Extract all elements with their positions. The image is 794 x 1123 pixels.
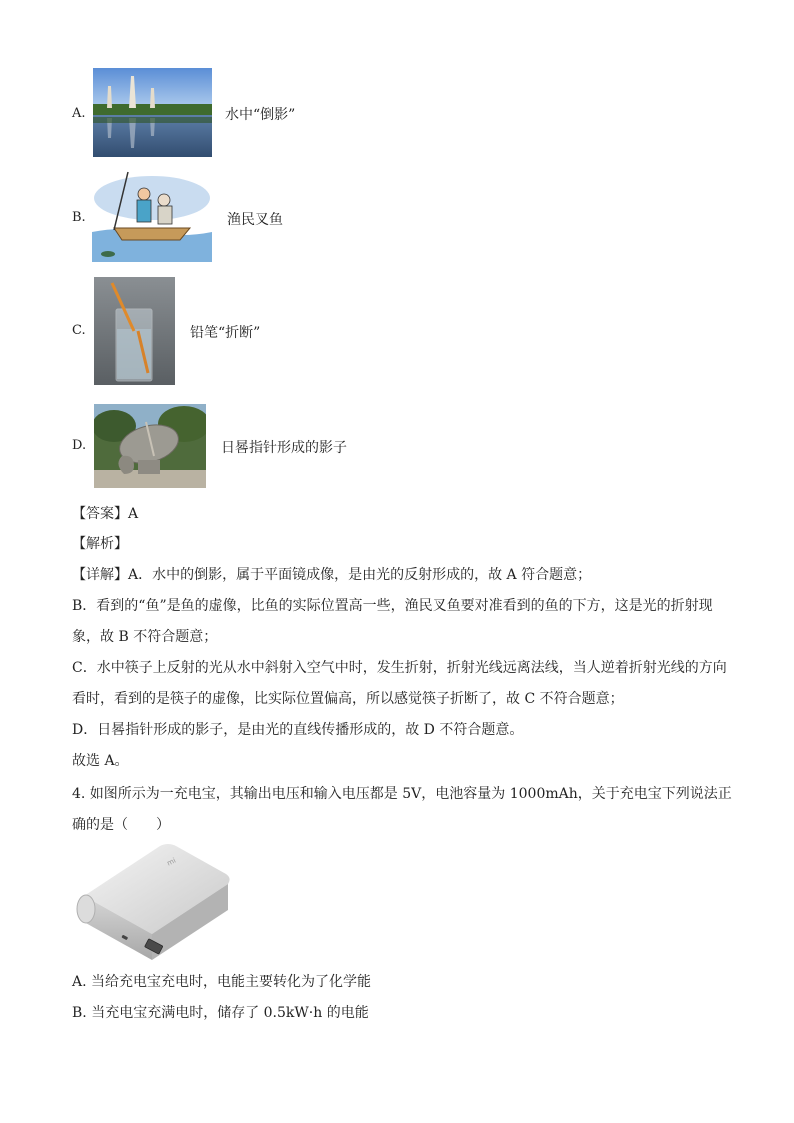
option-d-letter: D. — [72, 438, 87, 453]
explanation-line: 看时，看到的是筷子的虚像，比实际位置偏高，所以感觉筷子折断了，故 C 不符合题意； — [72, 691, 624, 707]
option-b-letter: B. — [72, 210, 86, 225]
brand-logo: mi — [165, 856, 178, 868]
option-a-caption: 水中“倒影” — [225, 107, 296, 123]
analysis-label: 【解析】 — [72, 536, 128, 552]
power-bank-image — [72, 840, 234, 962]
explanation-line: D．日晷指针形成的影子，是由光的直线传播形成的，故 D 不符合题意。 — [72, 722, 524, 738]
explanation-line: 【详解】A．水中的倒影，属于平面镜成像，是由光的反射形成的，故 A 符合题意； — [72, 567, 592, 583]
option-a-letter: A. — [72, 106, 86, 121]
option-c-caption: 铅笔“折断” — [190, 325, 261, 341]
reflection-pagoda-image — [93, 68, 212, 157]
option-c-letter: C. — [72, 323, 86, 338]
explanation-line: C．水中筷子上反射的光从水中斜射入空气中时，发生折射，折射光线远离法线，当人逆着折射光线的方向 — [72, 660, 727, 676]
question-4-choice-a: A. 当给充电宝充电时，电能主要转化为了化学能 — [72, 974, 372, 990]
pencil-glass-image — [94, 277, 175, 385]
question-4-stem: 4. 如图所示为一充电宝，其输出电压和输入电压都是 5V，电池容量为 1000mAh，关于充电宝下列说法正 — [72, 786, 732, 802]
question-4-choice-b: B. 当充电宝充满电时，储存了 0.5kW·h 的电能 — [72, 1005, 369, 1021]
answer-line: 【答案】A — [72, 506, 139, 522]
sundial-image — [94, 404, 206, 488]
option-d-caption: 日晷指针形成的影子 — [221, 440, 347, 456]
question-4-stem: 确的是（ ） — [72, 817, 170, 833]
option-b-caption: 渔民叉鱼 — [227, 212, 283, 228]
explanation-line: B．看到的“鱼”是鱼的虚像，比鱼的实际位置高一些，渔民叉鱼要对准看到的鱼的下方，这是光的折射现 — [72, 598, 713, 614]
explanation-line: 象，故 B 不符合题意； — [72, 629, 218, 645]
explanation-line: 故选 A。 — [72, 753, 129, 769]
fisherman-boat-image — [92, 170, 212, 262]
